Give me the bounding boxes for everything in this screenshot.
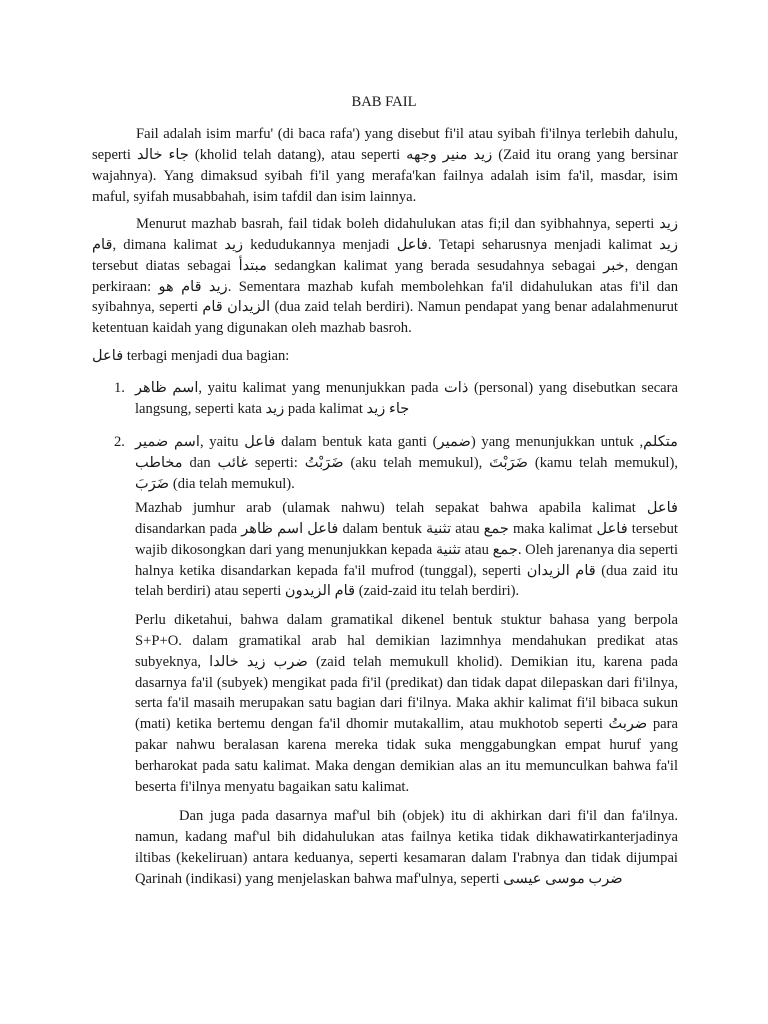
paragraph-fail-division: فاعل terbagi menjadi dua bagian:: [92, 348, 290, 364]
list-number: 2.: [114, 434, 125, 450]
list-item-text: اسم ظاهر, yaitu kalimat yang menunjukkan pada ذات (personal) yang disebutkan secara langsung, seperti kata زيد pada kalimat جاء زيد: [135, 380, 678, 417]
document-title: BAB FAIL: [351, 94, 417, 110]
list-item: [92, 432, 678, 495]
list-number: 1.: [114, 380, 125, 396]
paragraph-definition: Fail adalah isim marfu' (di baca rafa') yang disebut fi'il atau syibah fi'ilnya terlebih dahulu, seperti جاء خالد (kholid telah datang), atau seperti زيد منير وجهه (Zaid itu orang yang bersinar wajahnya). Yang dimaksud syibah fi'il yang merafa'kan failnya adalah isim fa'il, masdar, isim maful, syifah musabbahah, isim tafdil dan isim lainnya.: [92, 126, 679, 205]
list-item-text: اسم ضمير, yaitu فاعل dalam bentuk kata ganti (ضمير) yang menunjukkan untuk متكلم, مخاطب dan غائب seperti: ضَرَبْتُ (aku telah memukul), ضَرَبْتَ (kamu telah memukul), ضَرَبَ (dia telah memukul).: [135, 434, 678, 492]
paragraph-basrah-kufah: Menurut mazhab basrah, fail tidak boleh didahulukan atas fi;il dan syibhahnya, seperti زيد قام, dimana kalimat زيد kedudukannya menjadi فاعل. Tetapi seharusnya menjadi kalimat زيد tersebut diatas sebagai مبتدأ sedangkan kalimat yang berada sesudahnya sebagai خبر, dengan perkiraan: زيد قام هو. Sementara mazhab kufah membolehkan fa'il didahulukan atas fi'il dan syibahnya, seperti الزيدان قام (dua zaid telah berdiri). Namun pendapat yang benar adalahmenurut ketentuan kaidah yang digunakan oleh mazhab basroh.: [92, 216, 678, 337]
list-item: [92, 378, 678, 420]
paragraph-mafulbih: Dan juga pada dasarnya maf'ul bih (objek) itu di akhirkan dari fi'il dan fa'ilnya. namun, kadang maf'ul bih didahulukan atas failnya ketika tidak dikhawatirkanterjadinya iltibas (kekeliruan) antara keduanya, seperti kesamaran dalam I'rabnya dan tidak dijumpai Qarinah (indikasi) yang menjelaskan bahwa maf'ulnya, seperti ضرب موسى عيسى: [135, 808, 678, 887]
paragraph-spo-structure: Perlu diketahui, bahwa dalam gramatikal dikenel bentuk stuktur bahasa yang berpola S+P+O. dalam gramatikal arab hal demikian lazimnhya mendahukan predikat atas subyeknya, ضرب زيد خالدا (zaid telah memukull kholid). Demikian itu, karena pada dasarnya fa'il (subyek) mengikat pada fi'il (predikat) dan tidak dapat dilepaskan dari fi'ilnya, serta fa'il masaih merupakan satu bagian dari fi'ilnya. Maka akhir kalimat fi'il bibaca sukun (mati) ketika bertemu dengan fa'il dhomir mutakallim, atau mukhotob seperti ضربتُ para pakar nahwu beralasan karena mereka tidak suka menggabungkan empat huruf yang berharokat pada satu kalimat. Maka dengan demikian alas an itu memunculkan bahwa fa'il beserta fi'ilnya menyatu bagaikan satu kalimat.: [135, 612, 678, 795]
paragraph-jumhur: Mazhab jumhur arab (ulamak nahwu) telah sepakat bahwa apabila kalimat فاعل disandarkan pada فاعل اسم ظاهر dalam bentuk تثنية atau جمع maka kalimat فاعل tersebut wajib dikosongkan dari yang menunjukkan kepada تثنية atau جمع. Oleh jarenanya dia seperti halnya ketika disandarkan kepada fa'il mufrod (tunggal), seperti قام الزيدان (dua zaid itu telah berdiri) atau seperti قام الزيدون (zaid-zaid itu telah berdiri).: [135, 500, 679, 600]
